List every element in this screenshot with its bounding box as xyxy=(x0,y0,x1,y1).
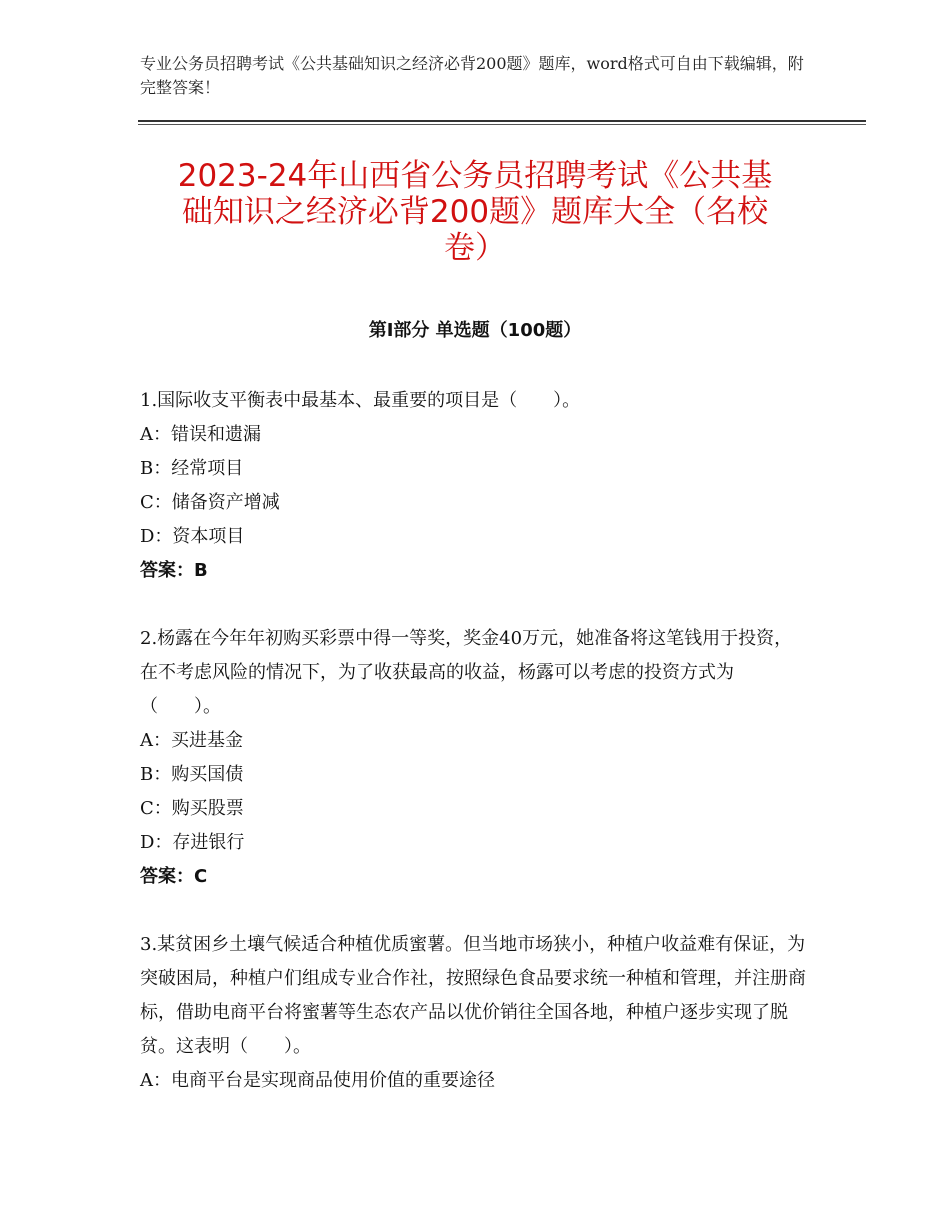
option-d: D：资本项目 xyxy=(140,526,245,547)
option-c: C：储备资产增减 xyxy=(140,492,280,513)
header-note: 专业公务员招聘考试《公共基础知识之经济必背200题》题库，word格式可自由下载编辑，附完整答案！ xyxy=(140,54,804,97)
header-rule-thin xyxy=(138,124,866,125)
option-d: D：存进银行 xyxy=(140,832,245,853)
question-2 xyxy=(140,622,810,894)
option-b: B：购买国债 xyxy=(140,764,244,785)
question-stem: 3.某贫困乡土壤气候适合种植优质蜜薯。但当地市场狭小，种植户收益难有保证，为突破困局，种植户们组成专业合作社，按照绿色食品要求统一种植和管理，并注册商标，借助电商平台将蜜薯等生态农产品以优价销往全国各地，种植户逐步实现了脱贫。这表明（ ）。 xyxy=(140,934,806,1057)
title-line-3: 卷） xyxy=(444,230,506,266)
option-a: A：电商平台是实现商品使用价值的重要途径 xyxy=(140,1070,495,1091)
option-a: A：买进基金 xyxy=(140,730,243,751)
option-a: A：错误和遗漏 xyxy=(140,424,261,445)
question-1 xyxy=(140,384,810,588)
question-stem: 2.杨露在今年年初购买彩票中得一等奖，奖金40万元，她准备将这笔钱用于投资，在不考虑风险的情况下，为了收获最高的收益，杨露可以考虑的投资方式为（ ）。 xyxy=(140,628,793,717)
option-c: C：购买股票 xyxy=(140,798,244,819)
option-b: B：经常项目 xyxy=(140,458,244,479)
question-stem: 1.国际收支平衡表中最基本、最重要的项目是（ ）。 xyxy=(140,390,581,411)
section-title: 第Ⅰ部分 单选题（100题） xyxy=(368,320,582,341)
document-title xyxy=(140,158,810,266)
header-rule-thick xyxy=(138,120,866,122)
title-line-1: 2023-24年山西省公务员招聘考试《公共基 xyxy=(177,158,773,194)
title-line-2: 础知识之经济必背200题》题库大全（名校 xyxy=(181,194,769,230)
answer: 答案：B xyxy=(140,560,208,581)
answer: 答案：C xyxy=(140,866,208,887)
question-3 xyxy=(140,928,810,1098)
question-list xyxy=(140,384,810,1132)
